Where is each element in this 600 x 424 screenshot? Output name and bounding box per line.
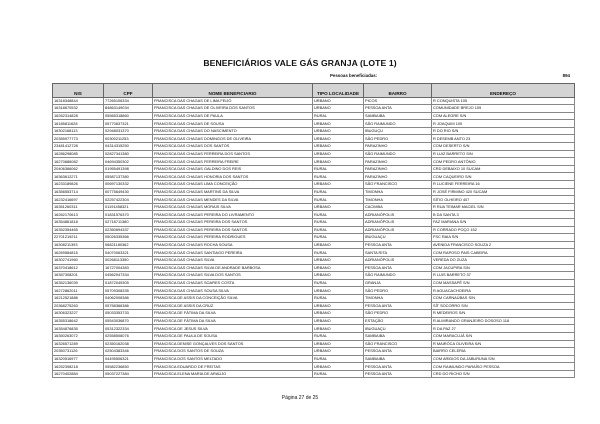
cell-tipo-localidade: URBANO — [313, 256, 364, 264]
cell-endereco: COMUNIDADE BREJO 109 — [432, 105, 575, 113]
cell-bairro: PESSOA ANTA — [364, 348, 432, 356]
cell-cpf: 05587137380 — [104, 173, 153, 181]
cell-endereco: R DESEMB ANTO 23 — [432, 135, 575, 143]
table-row — [53, 370, 575, 378]
cell-nome: FRANCISCA DAS CHAGAS DOS SANTOS — [153, 143, 313, 151]
cell-endereco: R LUIS BARRETO 37 — [432, 272, 575, 280]
cell-nis: 16302741960 — [53, 256, 104, 264]
cell-endereco: R JOSÉ FIRMINO 420 SUCAM — [432, 188, 575, 196]
cell-cpf: 00697130332 — [104, 181, 153, 189]
cell-cpf: 02827341380 — [104, 150, 153, 158]
table-row — [53, 294, 575, 302]
cell-cpf: 77265106334 — [104, 97, 153, 105]
cell-tipo-localidade: RURAL — [313, 211, 364, 219]
cell-cpf: 02350162038 — [104, 340, 153, 348]
cell-nome: FRANCISCA DE ASSIS DA CRUZ — [153, 302, 313, 310]
cell-tipo-localidade: URBANO — [313, 143, 364, 151]
cell-nome: FRANCISCA DE FÁTIMA DA SILVA — [153, 310, 313, 318]
cell-endereco: VEREDA DO ZUZA — [432, 256, 575, 264]
cell-bairro: GRANJA — [364, 279, 432, 287]
cell-nis: 16356553714 — [53, 188, 104, 196]
cell-endereco: AVENIDA FRANCISCO SOUZA 2 — [432, 241, 575, 249]
table-row — [53, 112, 575, 120]
cell-nis: 16306323227 — [53, 310, 104, 318]
summary-value: 894 — [562, 73, 570, 78]
cell-cpf: 05026335366 — [104, 234, 153, 242]
cell-nis: 20350731126 — [53, 348, 104, 356]
cell-tipo-localidade: RURAL — [313, 173, 364, 181]
table-row — [53, 310, 575, 318]
cell-nome: FRANCISCA DAS CHAGAS SANTIAGO PEREIRA — [153, 249, 313, 257]
cell-endereco: R AGUACACHOEIRA — [432, 287, 575, 295]
cell-cpf: 04314315250 — [104, 143, 153, 151]
cell-nome: FRANCISCA DE ASSIS DA CONCEIÇÃO SILVA — [153, 294, 313, 302]
table-row — [53, 143, 575, 151]
page-number: Página 27 de 25 — [281, 395, 319, 401]
cell-endereco: R LUIZ BARRETO S/N — [432, 150, 575, 158]
cell-cpf: 01955491398 — [104, 165, 153, 173]
cell-bairro: SANTA RITA — [364, 249, 432, 257]
table-row — [53, 135, 575, 143]
table-row — [53, 158, 575, 166]
cell-tipo-localidade: URBANO — [313, 272, 364, 280]
cell-nis: 16212521886 — [53, 294, 104, 302]
cell-tipo-localidade: URBANO — [313, 287, 364, 295]
cell-bairro: SÃO FRANCISCO — [364, 340, 432, 348]
table-row — [53, 165, 575, 173]
table-row — [53, 340, 575, 348]
cell-tipo-localidade: URBANO — [313, 340, 364, 348]
cell-nome: FRANCISCA DAS CHAGAS DE LIMA FEIJÓ — [153, 97, 313, 105]
cell-nis: 16233189826 — [53, 181, 104, 189]
cell-nome: FRANCISCA DAS CHAGAS PEREIRA RODRIGUES — [153, 234, 313, 242]
table-row — [53, 279, 575, 287]
cell-bairro: PARAZINHO — [364, 173, 432, 181]
cell-tipo-localidade: URBANO — [313, 135, 364, 143]
cell-nome: FRANCISCA DAS CHAGAS MENDES DA SILVA — [153, 196, 313, 204]
cell-nis: 20355977773 — [53, 135, 104, 143]
table-row — [53, 173, 575, 181]
cell-nome: FRANCISCA DAS CHAGAS DE PAULA — [153, 112, 313, 120]
cell-nis: 16350263072 — [53, 332, 104, 340]
cell-nis: 16308211393 — [53, 241, 104, 249]
cell-bairro: ADRIANÓPOLIS — [364, 256, 432, 264]
table-row — [53, 181, 575, 189]
cell-endereco: COM MARACUJÁ S/N — [432, 332, 575, 340]
cell-bairro: PESSOA ANTA — [364, 241, 432, 249]
cell-nis: 20368275263 — [53, 302, 104, 310]
cell-cpf: 02257422304 — [104, 196, 153, 204]
cell-endereco: R ALMIRANDO GRANJEIRO DOSOSO 118 — [432, 317, 575, 325]
cell-endereco: R LUCIENE FERREIRA 16 — [432, 181, 575, 189]
cell-nis: 23481412728 — [53, 143, 104, 151]
cell-endereco: COM DESERTO S/N — [432, 143, 575, 151]
table-row — [53, 226, 575, 234]
cell-bairro: PARAZINHO — [364, 143, 432, 151]
cell-cpf: 06821180362 — [104, 241, 153, 249]
cell-nome: FRANCISCA DAS CHAGAS PEREIRA DOS SANTOS — [153, 226, 313, 234]
cell-bairro: PESSOA ANTA — [364, 105, 432, 113]
cell-cpf: 05758366386 — [104, 302, 153, 310]
cell-bairro: SAMBAIBA — [364, 355, 432, 363]
cell-cpf: 04694350302 — [104, 158, 153, 166]
cell-nome: FRANCISCA DAS CHAGAS HONORIA DOS SANTOS — [153, 173, 313, 181]
cell-tipo-localidade: RURAL — [313, 196, 364, 204]
cell-endereco: CRD DO RICHO S/N — [432, 370, 575, 378]
cell-tipo-localidade: URBANO — [313, 264, 364, 272]
table-row — [53, 264, 575, 272]
header-endereco: ENDEREÇO — [432, 84, 575, 98]
cell-bairro: TIMONHA — [364, 294, 432, 302]
cell-tipo-localidade: URBANO — [313, 150, 364, 158]
cell-endereco: R CONQUISTA 105 — [432, 97, 575, 105]
cell-cpf: 05033353733 — [104, 310, 153, 318]
table-row — [53, 287, 575, 295]
header-tipo-localidade: TIPO LOCALIDADE — [313, 84, 364, 98]
cell-nome: FRANCISCA DAS CHAGAS PEREIRA DO LIVRAMENTO — [153, 211, 313, 219]
cell-nome: FRANCISCA DOS SANTOS MELTADO — [153, 355, 313, 363]
cell-nis: 16351260311 — [53, 203, 104, 211]
cell-nome: FRANCISCA DE PAULA DE SOUSA — [153, 332, 313, 340]
cell-nis: 16270402884 — [53, 370, 104, 378]
cell-nome: FRANCISCA DAS CHAGAS DO NASCIMENTO — [153, 127, 313, 135]
table-header-row — [53, 84, 575, 98]
cell-bairro: PARAZINHO — [364, 158, 432, 166]
cell-tipo-localidade: RURAL — [313, 165, 364, 173]
cell-cpf: 05543036870 — [104, 317, 153, 325]
cell-nis: 16185811628 — [53, 120, 104, 128]
cell-bairro: IBUGUAÇU — [364, 325, 432, 333]
cell-tipo-localidade: URBANO — [313, 302, 364, 310]
cell-cpf: 04495506321 — [104, 355, 153, 363]
cell-endereco: COM PEDRO ANTÔNIO — [432, 158, 575, 166]
cell-cpf: 02504383346 — [104, 348, 153, 356]
cell-tipo-localidade: RURAL — [313, 249, 364, 257]
cell-nis: 16363612271 — [53, 173, 104, 181]
table-row — [53, 127, 575, 135]
cell-nis: 20406366062 — [53, 165, 104, 173]
cell-tipo-localidade: RURAL — [313, 332, 364, 340]
cell-cpf: 00775649430 — [104, 188, 153, 196]
header-nis: NIS — [53, 84, 104, 98]
cell-nome: FRANCISCA DAS CHAGAS MARTINS DA SILVA — [153, 188, 313, 196]
cell-endereco: R DO RIO S/N — [432, 127, 575, 135]
document-title: BENEFICIÁRIOS VALE GÁS GRANJA (LOTE 1) — [203, 58, 397, 68]
cell-nis: 16318348844 — [53, 97, 104, 105]
cell-tipo-localidade: URBANO — [313, 317, 364, 325]
cell-tipo-localidade: URBANO — [313, 158, 364, 166]
cell-nis: 16318670532 — [53, 105, 104, 113]
cell-bairro: CACIMBA — [364, 203, 432, 211]
cell-bairro: ADRIANÓPOLIS — [364, 211, 432, 219]
cell-nis: 16355318642 — [53, 317, 104, 325]
header-cpf: CPF — [104, 84, 153, 98]
cell-nome: FRANCISCA DAS CHAGAS FERREIRA FREIRE — [153, 158, 313, 166]
cell-cpf: 05037227384 — [104, 370, 153, 378]
cell-cpf: 01831576370 — [104, 211, 153, 219]
cell-endereco: CRD DEBAIXO 10 SUCAM — [432, 165, 575, 173]
cell-endereco: COM RAPOSO PAIS CABEIRA — [432, 249, 575, 257]
cell-tipo-localidade: RURAL — [313, 294, 364, 302]
table-row — [53, 120, 575, 128]
table-row — [53, 249, 575, 257]
cell-nis: 16262170613 — [53, 211, 104, 219]
cell-cpf: 02558508076 — [104, 332, 153, 340]
cell-endereco: R JOAQUIM 100 — [432, 120, 575, 128]
table-row — [53, 105, 575, 113]
table-row — [53, 272, 575, 280]
cell-nis: 16269584815 — [53, 249, 104, 257]
cell-nis: 16352354465 — [53, 226, 104, 234]
cell-endereco: B DA SANTA 3 — [432, 211, 575, 219]
cell-bairro: SÃO RAIMUNDO — [364, 150, 432, 158]
cell-nis: 16354861818 — [53, 219, 104, 227]
cell-bairro: ESTAÇÃO — [364, 317, 432, 325]
table-row — [53, 211, 575, 219]
cell-nome: FRANCISCA DAS CHAGAS ROCHA SOUSA — [153, 241, 313, 249]
cell-endereco: COM ALEGRE S/N — [432, 112, 575, 120]
cell-nome: FRANCISCA DAS CHAGAS SOUSA SILVA — [153, 287, 313, 295]
table-row — [53, 348, 575, 356]
cell-nis: 16232416697 — [53, 196, 104, 204]
cell-tipo-localidade: URBANO — [313, 97, 364, 105]
cell-nome: FRANCISCA DAS CHAGAS PEREIRA DOS SANTOS — [153, 219, 313, 227]
cell-nis: 16352136039 — [53, 279, 104, 287]
cell-endereco: FSC RAIA S/N — [432, 234, 575, 242]
cell-endereco: R DA PAZ 27 — [432, 325, 575, 333]
cell-nome: FRANCISCA DAS CHAGAS MORAIS SILVA — [153, 203, 313, 211]
table-row — [53, 234, 575, 242]
cell-tipo-localidade: URBANO — [313, 363, 364, 371]
cell-nome: FRANCISCA DENISE GONÇALVES DOS SANTOS — [153, 340, 313, 348]
table-row — [53, 332, 575, 340]
cell-nis: 16270686082 — [53, 158, 104, 166]
cell-tipo-localidade: URBANO — [313, 241, 364, 249]
cell-cpf: 05582236850 — [104, 363, 153, 371]
cell-endereco: FAZ MARIANA S/N — [432, 219, 575, 227]
cell-nis: 16262314828 — [53, 112, 104, 120]
cell-nis: 16326571289 — [53, 340, 104, 348]
cell-tipo-localidade: URBANO — [313, 325, 364, 333]
cell-nis: 16286298085 — [53, 150, 104, 158]
cell-tipo-localidade: URBANO — [313, 203, 364, 211]
cell-tipo-localidade: URBANO — [313, 181, 364, 189]
table-row — [53, 317, 575, 325]
table-row — [53, 302, 575, 310]
summary-label: Pessoas beneficiadas: — [330, 73, 378, 78]
cell-endereco: R MEDEIROS S/N — [432, 310, 575, 318]
table-row — [53, 150, 575, 158]
cell-cpf: 00268113350 — [104, 256, 153, 264]
cell-cpf: 84863149034 — [104, 105, 153, 113]
cell-endereco: COM CAQUEIRO S/N — [432, 173, 575, 181]
cell-endereco: R CORRADO POÇO 152 — [432, 226, 575, 234]
cell-nis: 16357308201 — [53, 272, 104, 280]
cell-nis: 16302168113 — [53, 127, 104, 135]
cell-tipo-localidade: RURAL — [313, 188, 364, 196]
cell-nome: FRANCISCA DE JESUS SILVA — [153, 325, 313, 333]
cell-bairro: SÃO RAIMUNDO — [364, 272, 432, 280]
table-row — [53, 325, 575, 333]
cell-nis: 16272862011 — [53, 287, 104, 295]
table-row — [53, 196, 575, 204]
cell-tipo-localidade: RURAL — [313, 219, 364, 227]
cell-bairro: PARAZINHO — [364, 165, 432, 173]
cell-cpf: 02718711380 — [104, 219, 153, 227]
cell-tipo-localidade: RURAL — [313, 370, 364, 378]
cell-nome: FRANCISCA EDUARDO DE FREITAS — [153, 363, 313, 371]
cell-bairro: SAMBAIBA — [364, 112, 432, 120]
cell-cpf: 05770637321 — [104, 120, 153, 128]
cell-nome: FRANCISCA DAS CHAGAS SILVA DE ANDRADE BARBOSA — [153, 264, 313, 272]
cell-endereco: R MAIRÓCA OLIVEIRA S/N — [432, 340, 575, 348]
cell-nis: 16370418612 — [53, 264, 104, 272]
cell-tipo-localidade: URBANO — [313, 310, 364, 318]
cell-endereco: COM CARNAÚBAS S/N — [432, 294, 575, 302]
cell-cpf: 04562047334 — [104, 272, 153, 280]
cell-nome: FRANCISCA DAS CHAGAS SILVA DOS SANTOS — [153, 272, 313, 280]
cell-nis: 16354876835 — [53, 325, 104, 333]
cell-cpf: 05709308335 — [104, 287, 153, 295]
cell-bairro: IBUGUAÇU — [364, 234, 432, 242]
cell-bairro: PICOS — [364, 97, 432, 105]
cell-nome: FRANCISCA DAS CHAGAS DE SOUSA — [153, 120, 313, 128]
cell-cpf: 05312322334 — [104, 325, 153, 333]
cell-bairro: PESSOA ANTA — [364, 370, 432, 378]
cell-nome: FRANCISCA DAS CHAGAS DE OLIVEIRA DOS SANTOS — [153, 105, 313, 113]
cell-cpf: 00300211253 — [104, 135, 153, 143]
table-row — [53, 355, 575, 363]
table-body — [53, 97, 575, 378]
cell-bairro: SÃO PEDRO — [364, 135, 432, 143]
cell-bairro: SÃO RAIMUNDO — [364, 120, 432, 128]
cell-endereco: COM ARIDIOS DA JABURUNA S/N — [432, 355, 575, 363]
cell-endereco: SÍT SOCORRO S/N — [432, 302, 575, 310]
cell-bairro: SÃO PEDRO — [364, 310, 432, 318]
cell-tipo-localidade: URBANO — [313, 120, 364, 128]
cell-endereco: R RUA TEIMAR MACIEL S/N — [432, 203, 575, 211]
cell-tipo-localidade: RURAL — [313, 112, 364, 120]
cell-cpf: 16727004383 — [104, 264, 153, 272]
table-row — [53, 219, 575, 227]
table-row — [53, 256, 575, 264]
cell-bairro: TIMONHA — [364, 196, 432, 204]
cell-bairro: SÃO PEDRO — [364, 287, 432, 295]
cell-nome: FRANCISCA DAS CHAGAS LIMA CONCEIÇÃO — [153, 181, 313, 189]
cell-nome: FRANCISCA DAS CHAGAS GALDINO DOS REIS — [153, 165, 313, 173]
cell-tipo-localidade: RURAL — [313, 226, 364, 234]
beneficiaries-table — [52, 83, 575, 378]
header-nome-beneficiario: NOME BENEFICIARIO — [153, 84, 313, 98]
cell-nome: FRANCISCA ELENA MARIA DE ARAÚJO — [153, 370, 313, 378]
cell-cpf: 04070063321 — [104, 249, 153, 257]
table-row — [53, 188, 575, 196]
cell-cpf: 01872049305 — [104, 279, 153, 287]
cell-nome: FRANCISCA DAS CHAGAS FERREIRA DOS SANTOS — [153, 150, 313, 158]
cell-cpf: 02948031370 — [104, 127, 153, 135]
cell-bairro: SÃO FRANCISCO — [364, 181, 432, 189]
cell-bairro: PESSOA ANTA — [364, 302, 432, 310]
cell-nome: FRANCISCA DE FÁTIMA DA SILVA — [153, 317, 313, 325]
cell-bairro: ADRIANÓPOLIS — [364, 226, 432, 234]
cell-nome: FRANCISCA DAS CHAGAS SOARES COSTA — [153, 279, 313, 287]
header-bairro: BAIRRO — [364, 84, 432, 98]
cell-endereco: COM JACUPIRA S/N — [432, 264, 575, 272]
table-row — [53, 363, 575, 371]
cell-tipo-localidade: RURAL — [313, 234, 364, 242]
cell-endereco: BAIRRO CELERIA — [432, 348, 575, 356]
cell-tipo-localidade: URBANO — [313, 127, 364, 135]
cell-nome: FRANCISCA DAS CHAGAS DOMINGOS DE OLIVEIRA — [153, 135, 313, 143]
cell-tipo-localidade: URBANO — [313, 105, 364, 113]
cell-tipo-localidade: RURAL — [313, 355, 364, 363]
cell-endereco: COM MASSAPÊ S/N — [432, 279, 575, 287]
cell-cpf: 05565318860 — [104, 112, 153, 120]
table-row — [53, 241, 575, 249]
cell-tipo-localidade: URBANO — [313, 348, 364, 356]
cell-bairro: IBUGUÇU — [364, 127, 432, 135]
cell-bairro: PESSOA ANTA — [364, 264, 432, 272]
cell-tipo-localidade: RURAL — [313, 279, 364, 287]
cell-nome: FRANCISCA DOS SANTOS DE SOUZA — [153, 348, 313, 356]
cell-nis: 22701219211 — [53, 234, 104, 242]
cell-endereco: SÍTIO OLHEIRO 407 — [432, 196, 575, 204]
cell-cpf: 02350694337 — [104, 226, 153, 234]
cell-bairro: SAMBAIBA — [364, 332, 432, 340]
cell-nis: 16320516977 — [53, 355, 104, 363]
table-row — [53, 203, 575, 211]
cell-endereco: COM RAIMUNDO PARAÍSO PESSOA — [432, 363, 575, 371]
cell-nis: 16252398218 — [53, 363, 104, 371]
table-row — [53, 97, 575, 105]
cell-bairro: ADRIANÓPOLIS — [364, 219, 432, 227]
cell-nome: FRANCISCA DAS CHAGAS SILVA — [153, 256, 313, 264]
cell-bairro: TIMONHA — [364, 188, 432, 196]
cell-cpf: 01191458321 — [104, 203, 153, 211]
cell-bairro: PESSOA ANTA — [364, 363, 432, 371]
cell-cpf: 04062008386 — [104, 294, 153, 302]
